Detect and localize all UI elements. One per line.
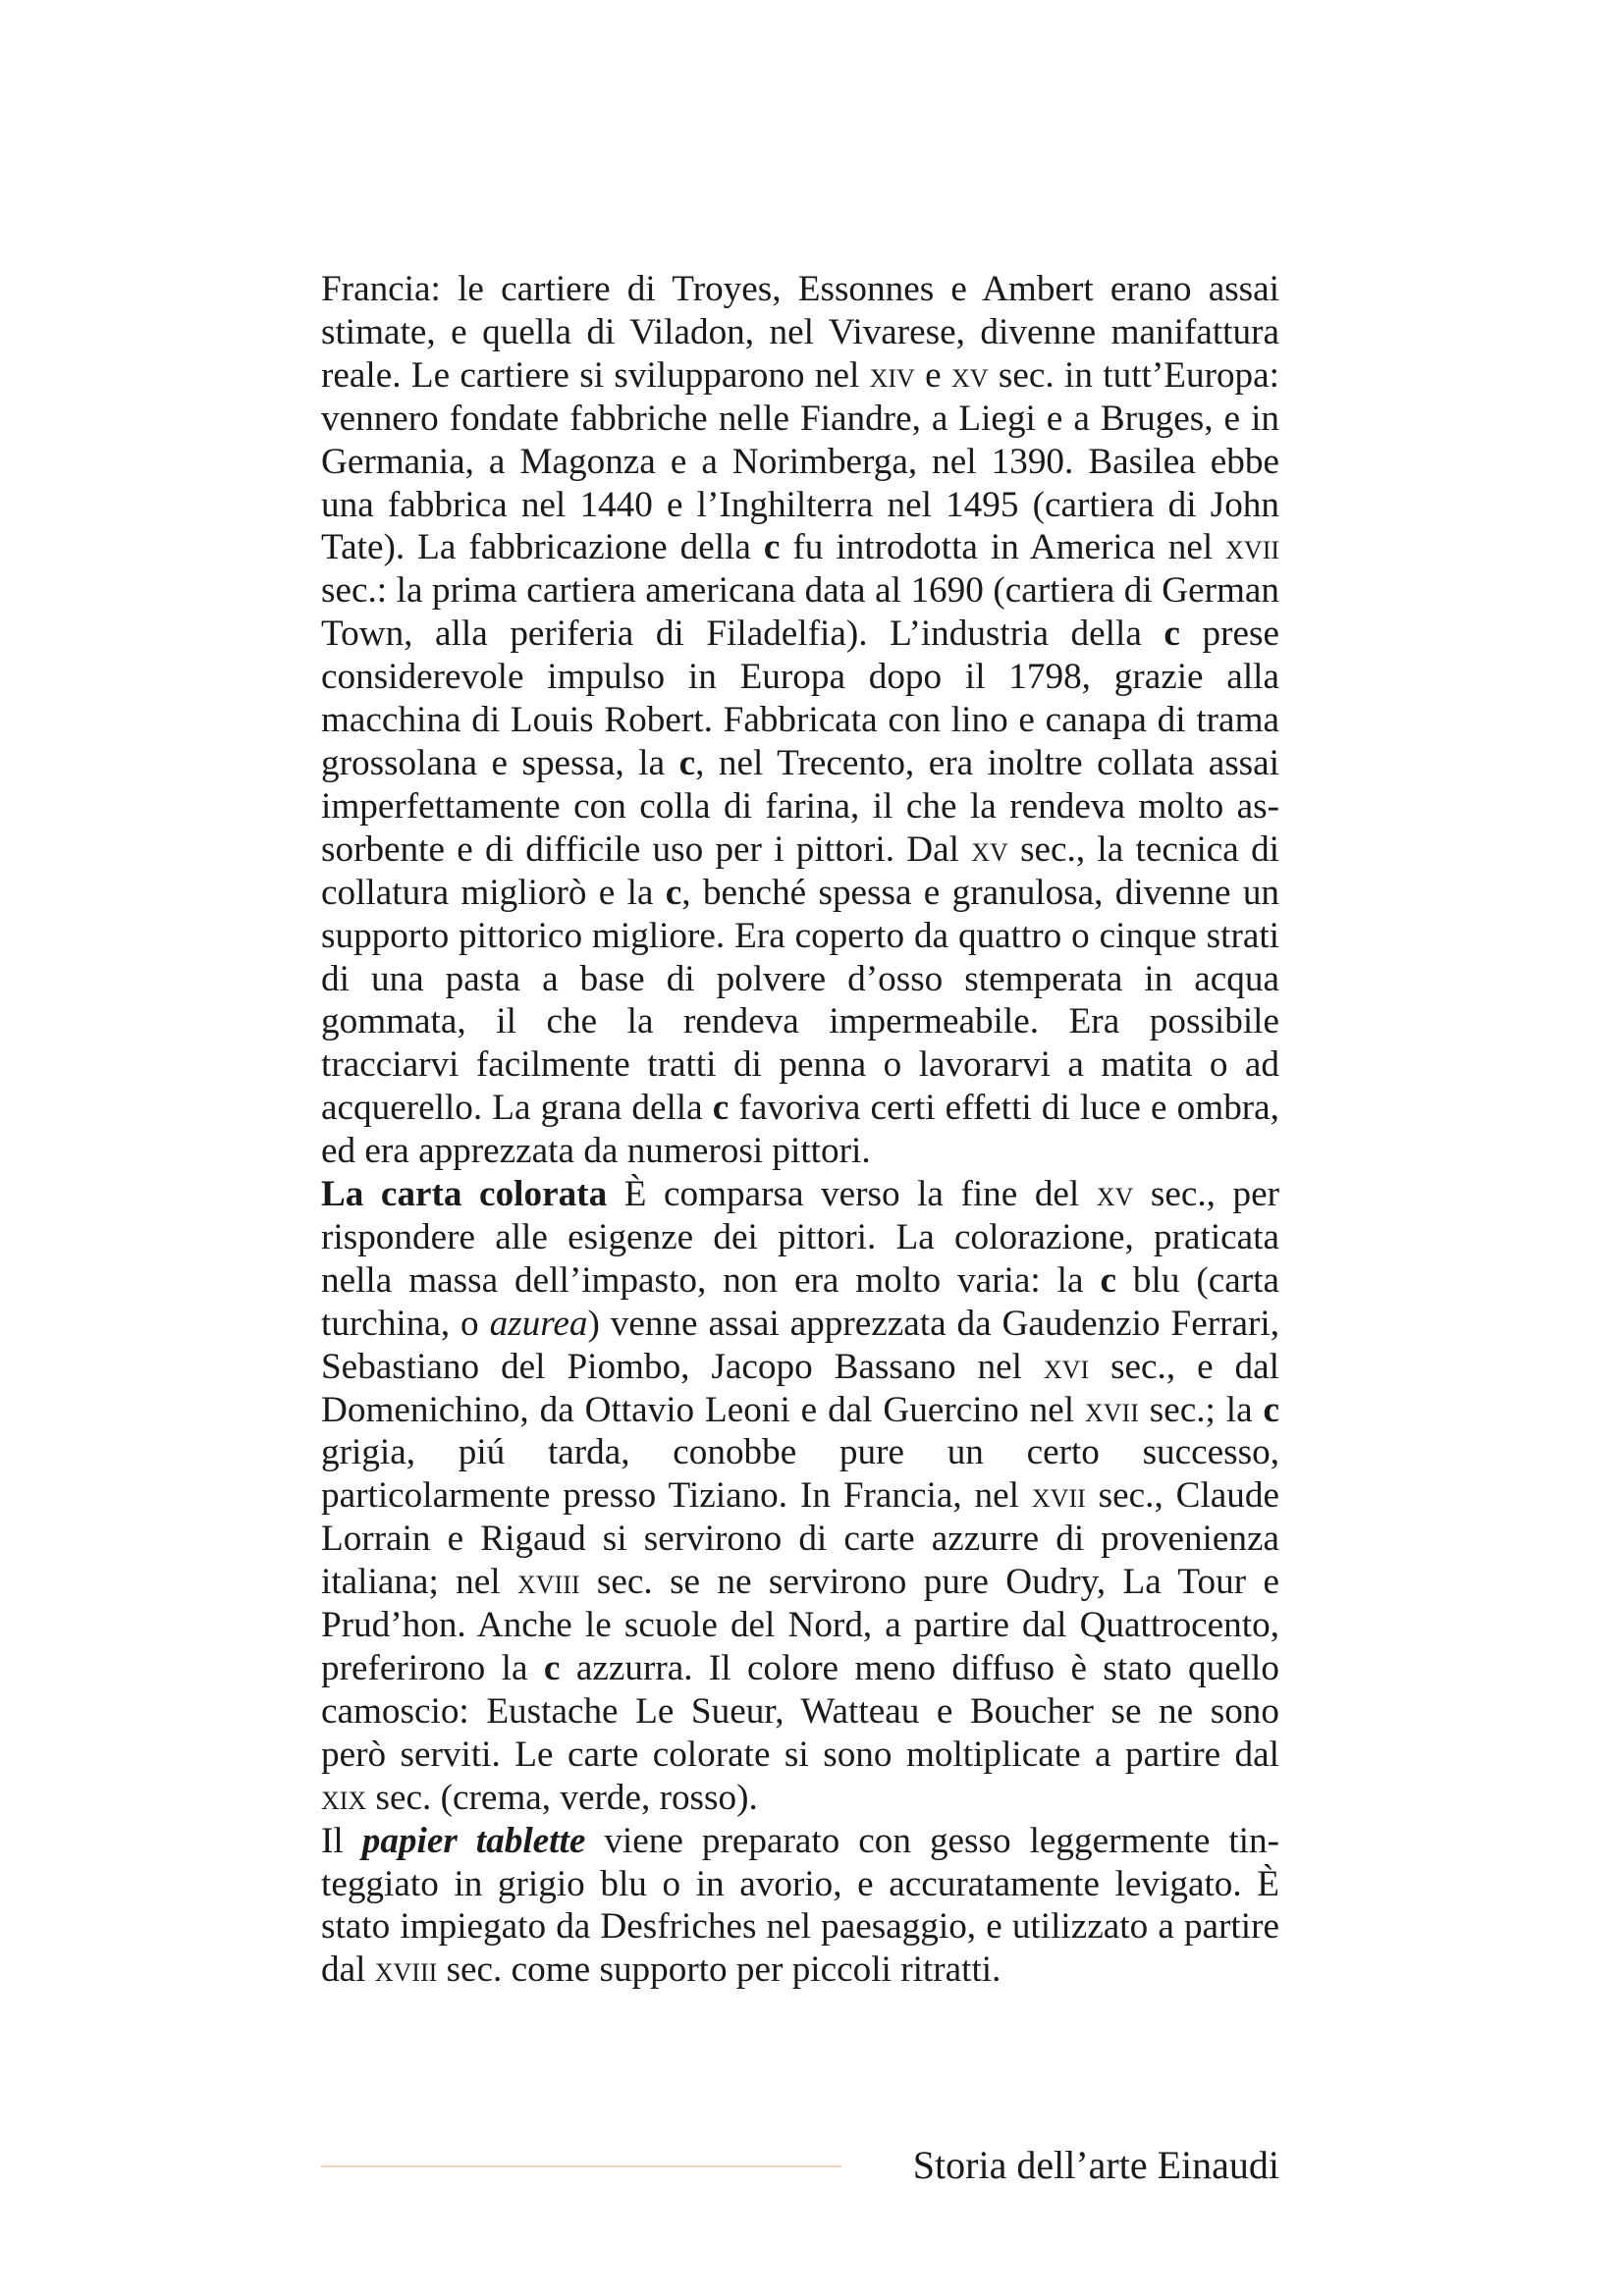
paragraph-carta-colorata: [321, 1173, 1279, 1820]
term-italic: azurea: [489, 1303, 588, 1344]
term-bold: c: [543, 1648, 561, 1688]
paragraph-history: [321, 268, 1279, 1173]
text-run: Il: [321, 1820, 362, 1861]
footer-rule: [321, 2165, 841, 2167]
term-bold: c: [1163, 614, 1180, 655]
paragraph-papier-tablette: [321, 1820, 1279, 1993]
text-run: grigia, piú tarda, conobbe pure un certo successo, particolarmente presso Tiziano. In Francia, nel xvii sec., Claude Lorrain e Rigaud si servirono di carte azzurre di provenienza italiana; nel xviii sec. se ne servirono pure Oudry, La Tour e Prud’hon. Anche le scuole del Nord, a partire dal Quattrocento, preferirono la: [321, 1432, 1280, 1688]
text-run: È comparsa verso la fine del xv sec., per rispondere alle esigenze dei pittori. La colorazione, praticata nella massa dell’impasto, non era molto varia: la: [321, 1174, 1279, 1301]
text-run: viene preparato con gesso leggermente tinteggiato in grigio blu o in avorio, e accuratamente levigato. È stato impiegato da Desfriches nel paesaggio, e utilizzato a partire dal xviii sec. come supporto per piccoli ritratti.: [321, 1820, 1280, 1991]
term-bold: c: [712, 1088, 730, 1129]
term-bold: c: [1100, 1259, 1116, 1301]
text-run: ) venne assai apprezzata da Gaudenzio Ferrari, Sebastiano del Piombo, Jacopo Bassano nel xvi sec., e dal Domenichino, da Ottavio Leoni e dal Guercino nel xvii sec.; la: [321, 1303, 1279, 1430]
article-body: [321, 268, 1279, 1992]
term-bold: c: [665, 872, 682, 913]
term-bold: c: [1263, 1389, 1280, 1430]
term-bold: c: [678, 742, 696, 783]
text-run: fu introdotta in America nel xvii sec.: la prima cartiera americana data al 1690 (cartiera di German Town, alla periferia di Filadelfia). L’industria della: [321, 527, 1280, 655]
text-run: prese considerevole impulso in Europa dopo il 1798, grazie alla macchina di Louis Robert. Fabbricata con lino e canapa di trama grossolana e spessa, la: [321, 614, 1279, 783]
text-run: favoriva certi effetti di luce e ombra, ed era apprezzata da numerosi pittori.: [321, 1088, 1279, 1172]
text-run: blu (carta turchina, o: [321, 1259, 1279, 1344]
text-run: Francia: le cartiere di Troyes, Essonnes e Ambert erano assai stimate, e quella di Viladon, nel Vivarese, divenne manifattura reale. Le cartiere si svilupparono nel xiv e xv sec. in tutt’Europa: vennero fondate fabbriche nelle Fiandre, a Liegi e a Bruges, e in Germania, a Magonza e a Norimberga, nel 1390. Basilea ebbe una fabbrica nel 1440 e l’Inghilterra nel 1495 (cartiera di John Tate). La fabbricazione della: [321, 269, 1279, 568]
term-bold-italic: papier tablette: [361, 1820, 586, 1861]
term-bold: La carta colorata: [321, 1174, 608, 1215]
text-run: , nel Trecento, era inoltre collata assai imperfettamente con colla di farina, il che la rendeva molto assorbente e di difficile uso per i pittori. Dal xv sec., la tecnica di collatura migliorò e la: [321, 742, 1279, 913]
text-run: azzurra. Il colore meno diffuso è stato quello camoscio: Eustache Le Sueur, Watteau e Boucher se ne sono però serviti. Le carte colorate si sono moltiplicate a partire dal xix sec. (crema, verde, rosso).: [321, 1648, 1279, 1818]
term-bold: c: [763, 527, 781, 568]
footer-publisher: Storia dell’arte Einaudi: [912, 2143, 1279, 2187]
text-run: , benché spessa e granulosa, divenne un supporto pittorico migliore. Era coperto da quattro o cinque strati di una pasta a base di polvere d’osso stemperata in acqua gommata, il che la rendeva impermeabile. Era possibile tracciarvi facilmente tratti di penna o lavorarvi a matita o ad acquerello. La grana della: [321, 872, 1280, 1129]
